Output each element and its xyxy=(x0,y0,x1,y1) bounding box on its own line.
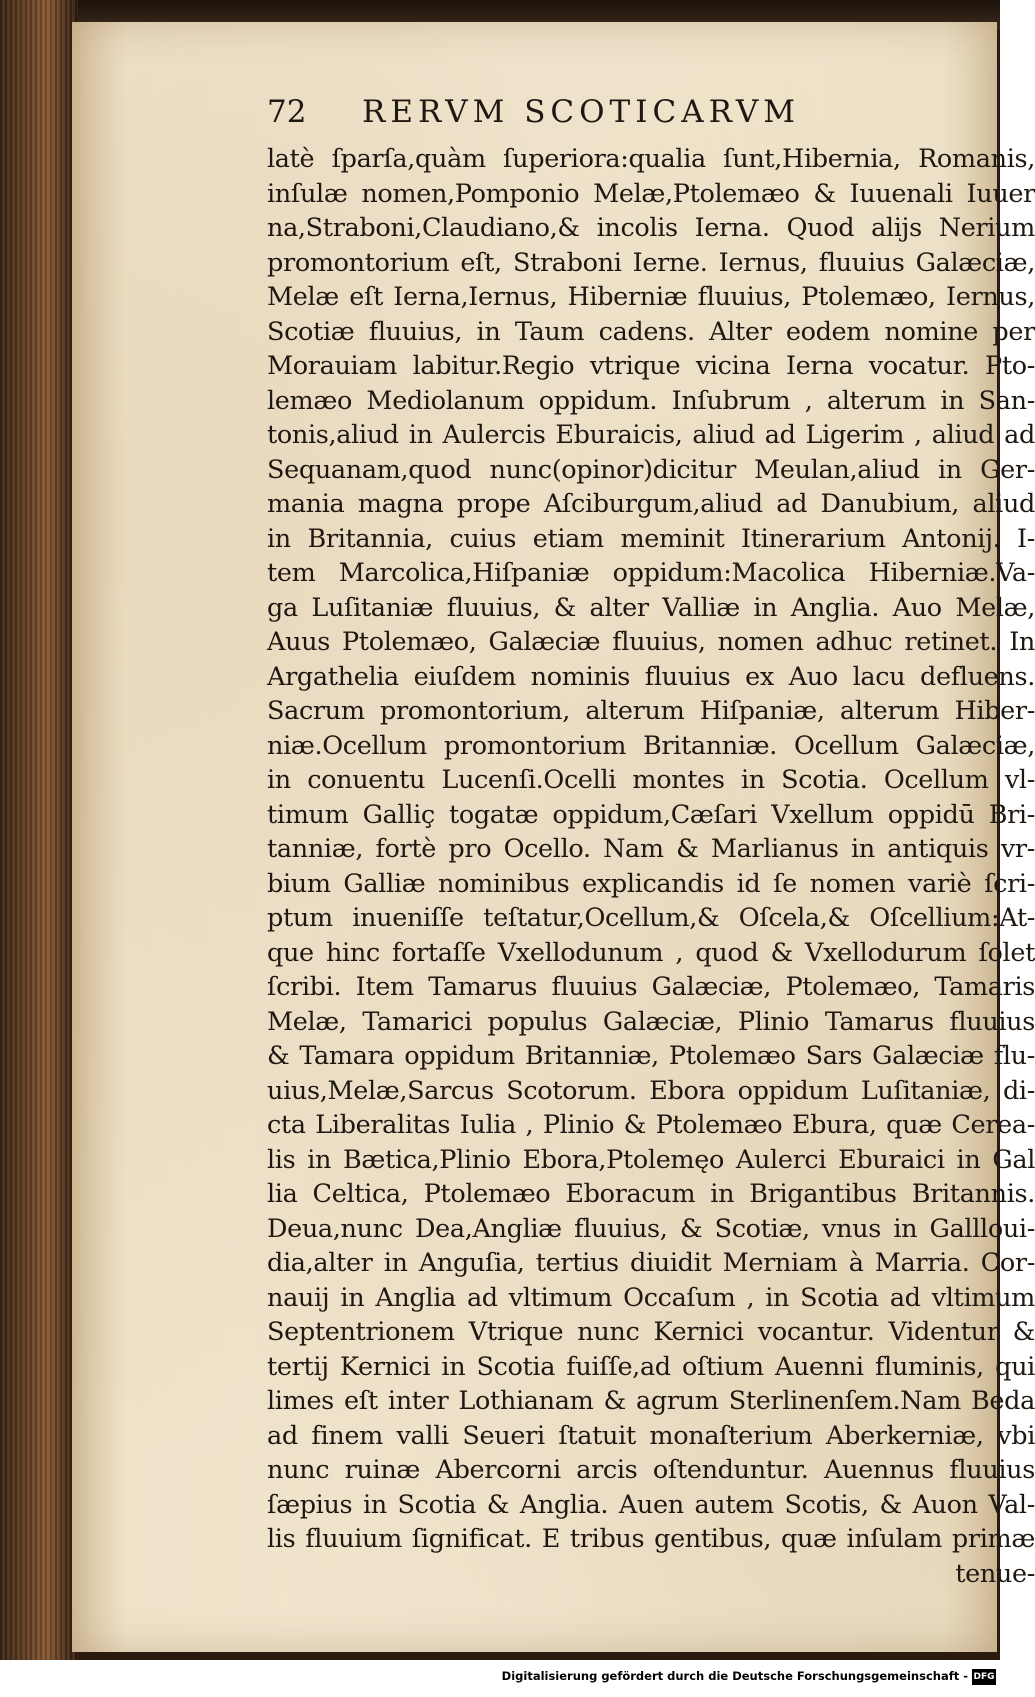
text-line: timum Galliç togatæ oppidum,Cæſari Vxellum oppidū Bri- xyxy=(267,799,1035,830)
book-page xyxy=(72,22,1035,1652)
text-line: lis fluuium ſignificat. E tribus gentibus, quæ inſulam primæ xyxy=(267,1524,1035,1554)
text-line: Sequanam,quod nunc(opinor)dicitur Meulan,aliud in Ger- xyxy=(267,454,1035,485)
text-line: limes eſt inter Lothianam & agrum Sterlinenſem.Nam Beda xyxy=(267,1386,1035,1416)
page-number: 72 xyxy=(267,94,307,130)
text-line: Septentrionem Vtrique nunc Kernici vocantur. Videntur & xyxy=(267,1317,1035,1347)
text-line: uius,Melæ,Sarcus Scotorum. Ebora oppidum Luſitaniæ, di- xyxy=(267,1075,1035,1106)
text-line: Melæ eſt Ierna,Iernus, Hiberniæ fluuius, Ptolemæo, Iernus, xyxy=(267,282,1035,312)
text-line: Melæ, Tamarici populus Galæciæ, Plinio Tamarus fluuius xyxy=(267,1006,1035,1037)
text-line: cta Liberalitas Iulia , Plinio & Ptolemæo Ebura, quæ Cerea- xyxy=(267,1110,1035,1140)
text-line: mania magna prope Aſciburgum,aliud ad Danubium, aliud xyxy=(267,489,1035,519)
running-title: RERVM SCOTICARVM xyxy=(362,94,800,130)
funding-credit: Digitalisierung gefördert durch die Deutsche Forschungsgemeinschaft - xyxy=(501,1669,968,1683)
text-line: ſcribi. Item Tamarus fluuius Galæciæ, Ptolemæo, Tamaris xyxy=(267,972,1035,1002)
text-line: Sacrum promontorium, alterum Hiſpaniæ, alterum Hiber- xyxy=(267,696,1035,726)
text-line: Argathelia eiuſdem nominis fluuius ex Auo lacu defluens. xyxy=(267,661,1035,692)
text-line: Deua,nunc Dea,Angliæ fluuius, & Scotiæ, vnus in Gallloui- xyxy=(267,1213,1035,1244)
text-line: lemæo Mediolanum oppidum. Inſubrum , alterum in San- xyxy=(267,385,1035,416)
text-line: tonis,aliud in Aulercis Eburaicis, aliud ad Ligerim , aliud ad xyxy=(267,420,1035,450)
text-line: tenue- xyxy=(955,1558,1035,1589)
text-line: bium Galliæ nominibus explicandis id ſe nomen variè ſcri- xyxy=(267,868,1035,899)
text-line: Auus Ptolemæo, Galæciæ fluuius, nomen adhuc retinet. In xyxy=(267,627,1035,657)
text-line: in conuentu Lucenſi.Ocelli montes in Scotia. Ocellum vl- xyxy=(267,765,1035,795)
text-line: tem Marcolica,Hiſpaniæ oppidum:Macolica Hiberniæ.Va- xyxy=(267,558,1035,588)
running-head xyxy=(267,90,1035,142)
text-line: nauij in Anglia ad vltimum Occaſum , in Scotia ad vltimum xyxy=(267,1282,1035,1313)
text-line: tertij Kernici in Scotia fuiſſe,ad oſtium Auenni fluminis, qui xyxy=(267,1351,1035,1382)
text-line: Scotiæ fluuius, in Taum cadens. Alter eodem nomine per xyxy=(267,316,1035,347)
digitization-footer xyxy=(0,1660,1000,1697)
text-line: & Tamara oppidum Britanniæ, Ptolemæo Sars Galæciæ flu- xyxy=(267,1041,1035,1071)
text-line: lia Celtica, Ptolemæo Eboracum in Brigantibus Britannis. xyxy=(267,1179,1035,1209)
text-line: ga Luſitaniæ fluuius, & alter Valliæ in Anglia. Auo Melæ, xyxy=(267,592,1035,623)
text-line: lis in Bætica,Plinio Ebora,Ptolemęo Aulerci Eburaici in Gal xyxy=(267,1144,1035,1175)
page-content xyxy=(267,90,1035,1590)
text-line: inſulæ nomen,Pomponio Melæ,Ptolemæo & Iuuenali Iuuer xyxy=(267,178,1035,209)
text-line: dia,alter in Anguſia, tertius diuidit Merniam à Marria. Cor- xyxy=(267,1248,1035,1278)
text-line: tanniæ, fortè pro Ocello. Nam & Marlianus in antiquis vr- xyxy=(267,834,1035,864)
text-line: nunc ruinæ Abercorni arcis oſtenduntur. Auennus fluuius xyxy=(267,1455,1035,1485)
text-line: que hinc fortaſſe Vxellodunum , quod & Vxellodurum ſolet xyxy=(267,937,1035,968)
text-line: ſæpius in Scotia & Anglia. Auen autem Scotis, & Auon Val- xyxy=(267,1489,1035,1520)
text-line: latè ſparſa,quàm ſuperiora:qualia ſunt,Hibernia, Romanis, xyxy=(267,144,1035,174)
body-text xyxy=(267,142,1035,1591)
text-line: promontorium eſt, Straboni Ierne. Iernus, fluuius Galæciæ, xyxy=(267,247,1035,278)
book-spine-edge xyxy=(0,0,78,1660)
text-line: ptum inueniſſe teſtatur,Ocellum,& Oſcela,& Oſcellium:At- xyxy=(267,903,1035,933)
text-line: ad finem valli Seueri ſtatuit monaſterium Aberkerniæ, vbi xyxy=(267,1420,1035,1451)
text-line: in Britannia, cuius etiam meminit Itinerarium Antonij. I- xyxy=(267,523,1035,554)
text-line: niæ.Ocellum promontorium Britanniæ. Ocellum Galæciæ, xyxy=(267,730,1035,761)
dfg-logo: DFG xyxy=(972,1669,996,1685)
text-line: na,Straboni,Claudiano,& incolis Ierna. Quod alijs Nerium xyxy=(267,213,1035,243)
text-line: Morauiam labitur.Regio vtrique vicina Ierna vocatur. Pto- xyxy=(267,351,1035,381)
